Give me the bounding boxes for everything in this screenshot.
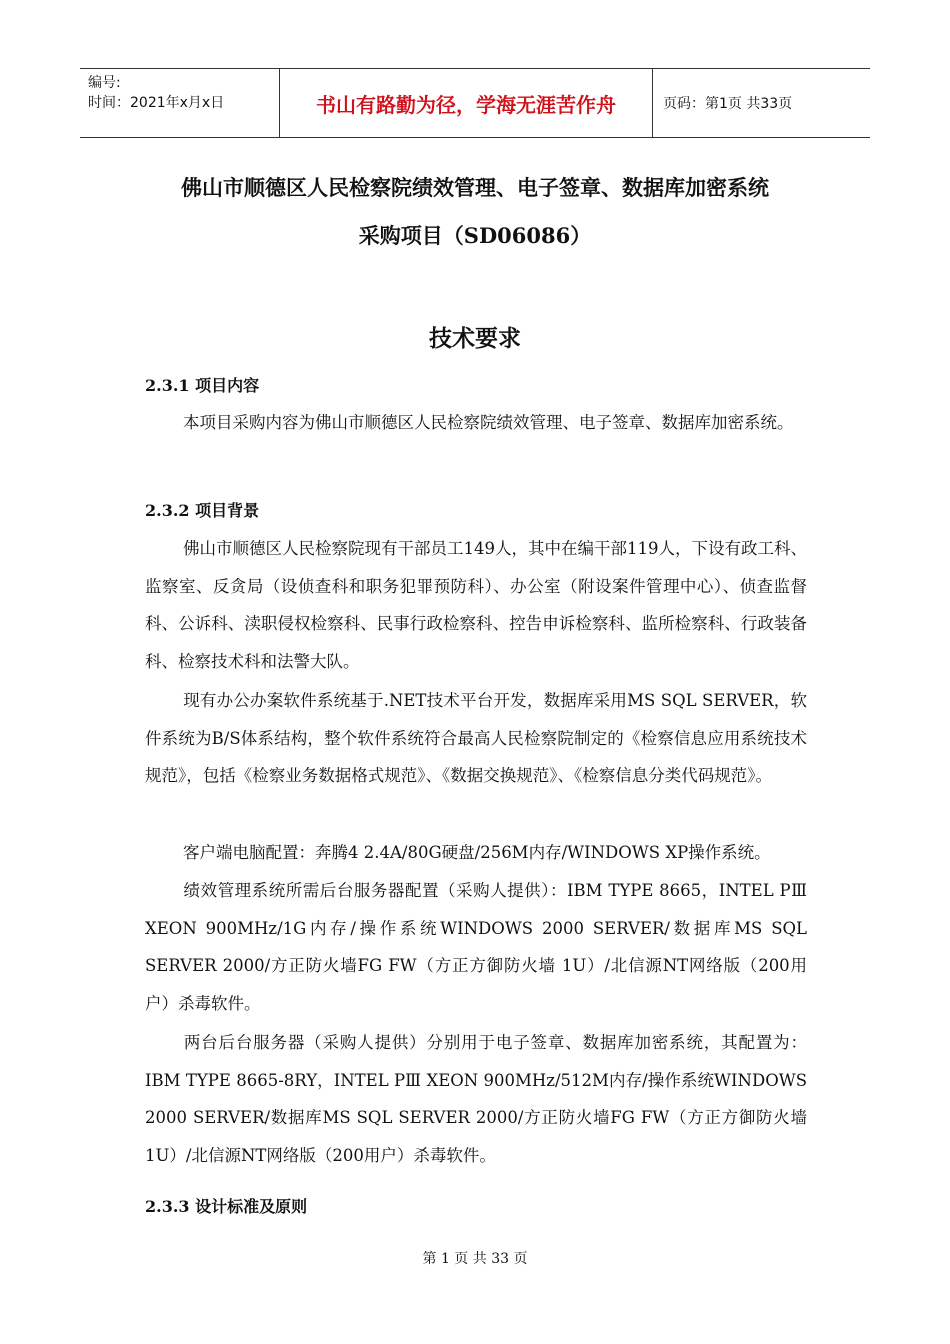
paragraph-text: 本项目采购内容为佛山市顺德区人民检察院绩效管理、电子签章、数据库加密系统。 bbox=[183, 413, 794, 432]
paragraph bbox=[145, 872, 807, 1022]
section-heading-2-3-1: 2.3.1 项目内容 bbox=[145, 376, 260, 395]
header-page-info: 页码：第1页 共33页 bbox=[663, 96, 793, 112]
paragraph-text: 客户端电脑配置：奔腾4 2.4A/80G硬盘/256M内存/WINDOWS XP操作系统。 bbox=[183, 843, 771, 862]
paragraph-text: 佛山市顺德区人民检察院现有干部员工149人，其中在编干部119人，下设有政工科、监察室、反贪局（设侦查科和职务犯罪预防科）、办公室（附设案件管理中心）、侦查监督科、公诉科、渎职侵权检察科、民事行政检察科、控告申诉检察科、监所检察科、行政装备科、检察技术科和法警大队。 bbox=[145, 539, 807, 671]
page-footer: 第 1 页 共 33 页 bbox=[422, 1251, 528, 1267]
paragraph bbox=[145, 834, 807, 872]
header-motto: 书山有路勤为径，学海无涯苦作舟 bbox=[280, 69, 653, 137]
paragraph-text: 绩效管理系统所需后台服务器配置（采购人提供）：IBM TYPE 8665，INTEL PⅢ XEON 900MHz/1G内存/操作系统WINDOWS 2000 SERVER/数据库MS SQL SERVER 2000/方正防火墙FG FW（方正方御防火墙 1U）/北信源NT网络版（200用户）杀毒软件。 bbox=[145, 881, 807, 1013]
doc-title-line1: 佛山市顺德区人民检察院绩效管理、电子签章、数据库加密系统 bbox=[181, 175, 769, 200]
paragraph-text: 两台后台服务器（采购人提供）分别用于电子签章、数据库加密系统，其配置为：IBM TYPE 8665-8RY，INTEL PⅢ XEON 900MHz/512M内存/操作系统WINDOWS 2000 SERVER/数据库MS SQL SERVER 2000/方正防火墙FG FW（方正方御防火墙 1U）/北信源NT网络版（200用户）杀毒软件。 bbox=[145, 1033, 807, 1165]
paragraph bbox=[145, 682, 807, 795]
header-meta bbox=[80, 69, 280, 137]
section-heading-2-3-3: 2.3.3 设计标准及原则 bbox=[145, 1197, 308, 1216]
paragraph-text: 现有办公办案软件系统基于.NET技术平台开发，数据库采用MS SQL SERVER，软件系统为B/S体系结构，整个软件系统符合最高人民检察院制定的《检察信息应用系统技术规范》，包括《检察业务数据格式规范》、《数据交换规范》、《检察信息分类代码规范》。 bbox=[145, 691, 807, 785]
doc-subtitle: 技术要求 bbox=[429, 325, 521, 352]
doc-title-line2: 采购项目（SD06086） bbox=[358, 223, 592, 248]
doc-time-label: 时间：2021年x月x日 bbox=[88, 95, 225, 111]
paragraph bbox=[145, 1024, 807, 1174]
section-heading-2-3-2: 2.3.2 项目背景 bbox=[145, 501, 260, 520]
page-header bbox=[80, 68, 870, 138]
doc-number-label: 编号: bbox=[88, 75, 121, 91]
paragraph bbox=[145, 404, 807, 442]
paragraph bbox=[145, 530, 807, 680]
